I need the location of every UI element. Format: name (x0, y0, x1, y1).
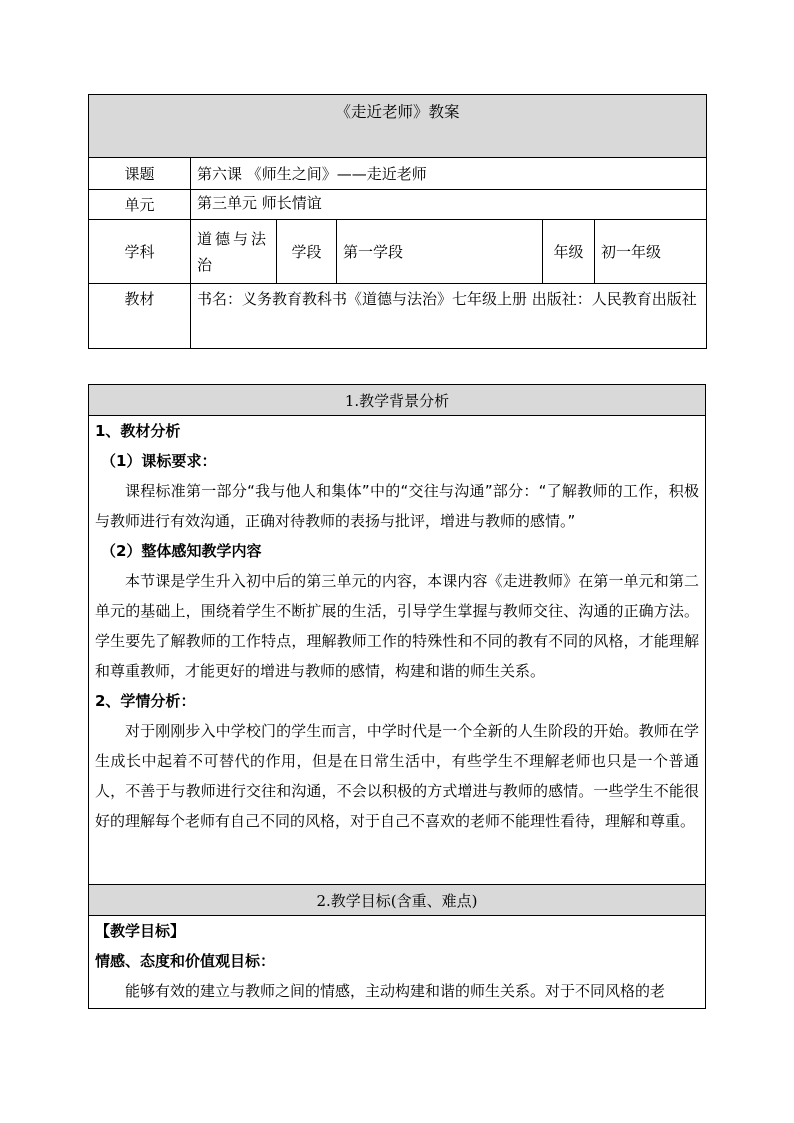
lesson-info-table (88, 94, 707, 349)
section-background-analysis (89, 416, 706, 885)
section-header-objectives: 2.教学目标(含重、难点) (89, 885, 706, 916)
subject-value: 道德与法治 (191, 220, 277, 284)
document-title: 《走近老师》教案 (89, 95, 707, 158)
grade-value: 初一年级 (595, 220, 707, 284)
topic-label: 课题 (89, 158, 191, 190)
lesson-content-table (88, 384, 706, 1009)
section-header-background: 1.教学背景分析 (89, 385, 706, 416)
heading-overall-content: （2）整体感知教学内容 (101, 542, 262, 560)
textbook-value: 书名：义务教育教科书《道德与法治》七年级上册 出版社：人民教育出版社 (191, 284, 707, 349)
unit-label: 单元 (89, 190, 191, 220)
section-objectives (89, 916, 706, 1009)
grade-label: 年级 (543, 220, 595, 284)
heading-student-analysis: 2、学情分析： (95, 692, 196, 710)
heading-curriculum-requirements: （1）课标要求： (101, 452, 217, 470)
stage-value: 第一学段 (337, 220, 543, 284)
heading-teaching-goals: 【教学目标】 (95, 922, 186, 940)
stage-label: 学段 (277, 220, 337, 284)
paragraph-emotion-goals: 能够有效的建立与教师之间的情感，主动构建和谐的师生关系。对于不同风格的老 (125, 982, 666, 1000)
subject-label: 学科 (89, 220, 191, 284)
paragraph-student-analysis: 对于刚刚步入中学校门的学生而言，中学时代是一个全新的人生阶段的开始。教师在学生成长中起着不可替代的作用，但是在日常生活中，有些学生不理解老师也只是一个普通人，不善于与教师进行交往和沟通，不会以积极的方式增进与教师的感情。一些学生不能很好的理解每个老师有自己不同的风格，对于自己不喜欢的老师不能理性看待，理解和尊重。 (95, 722, 699, 830)
heading-textbook-analysis: 1、教材分析 (95, 422, 181, 440)
textbook-label: 教材 (89, 284, 191, 349)
paragraph-curriculum-standard: 课程标准第一部分“我与他人和集体”中的“交往与沟通”部分：“了解教师的工作，积极与教师进行有效沟通，正确对待教师的表扬与批评，增进与教师的感情。” (95, 482, 699, 530)
heading-emotion-goals: 情感、态度和价值观目标： (95, 952, 276, 970)
topic-value: 第六课 《师生之间》——走近老师 (191, 158, 707, 190)
paragraph-lesson-content: 本节课是学生升入初中后的第三单元的内容，本课内容《走进教师》在第一单元和第二单元的基础上，围绕着学生不断扩展的生活，引导学生掌握与教师交往、沟通的正确方法。学生要先了解教师的工作特点，理解教师工作的特殊性和不同的教有不同的风格，才能理解和尊重教师，才能更好的增进与教师的感情，构建和谐的师生关系。 (95, 572, 699, 680)
unit-value: 第三单元 师长情谊 (191, 190, 707, 220)
